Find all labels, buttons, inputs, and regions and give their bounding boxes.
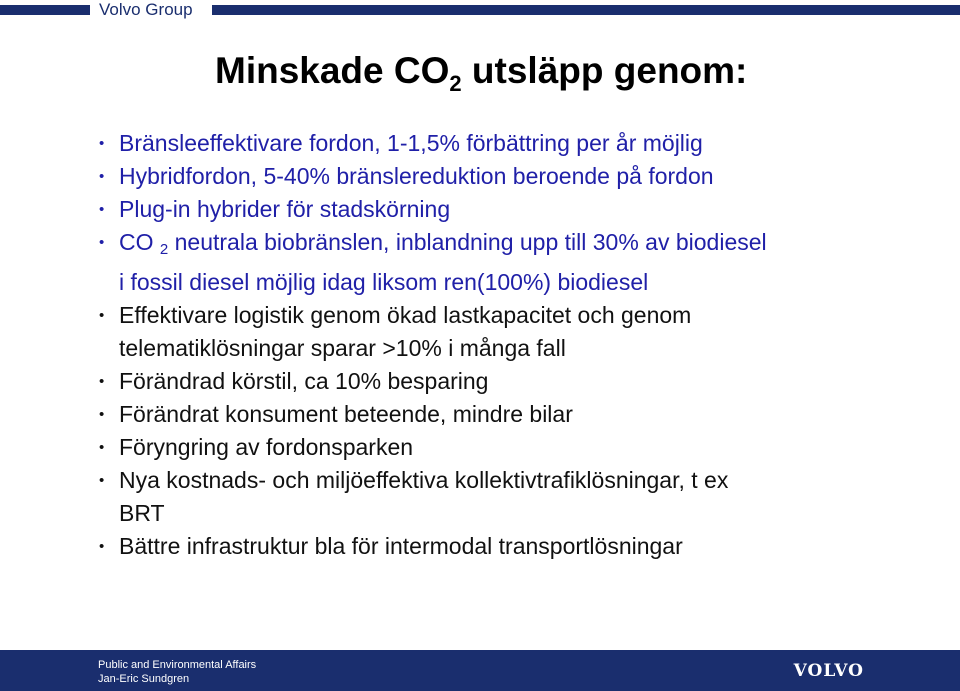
- header-bar-left: [0, 5, 90, 15]
- bullet-item: [97, 464, 917, 530]
- bullet-item: [97, 365, 917, 398]
- bullet-text: Bättre infrastruktur bla för intermodal transportlösningar: [119, 533, 683, 559]
- bullet-item: [97, 127, 917, 160]
- bullet-dot-icon: •: [99, 307, 105, 324]
- bullet-text: Effektivare logistik genom ökad lastkapacitet och genom: [119, 302, 692, 328]
- bullet-text: Föryngring av fordonsparken: [119, 434, 414, 460]
- bullet-text-line2: BRT: [119, 500, 165, 526]
- header-brand: Volvo Group: [99, 0, 193, 19]
- bullet-text: Nya kostnads- och miljöeffektiva kollektivtrafiklösningar, t ex: [119, 467, 729, 493]
- bullet-item: [97, 226, 917, 299]
- bullet-dot-icon: •: [99, 135, 105, 152]
- bullet-text-line2: i fossil diesel möjlig idag liksom ren(100%) biodiesel: [119, 269, 649, 295]
- bullet-subscript: 2: [159, 241, 169, 258]
- bullet-text-rest: neutrala biobränslen, inblandning upp till 30% av biodiesel: [168, 229, 767, 255]
- bullet-item: [97, 160, 917, 193]
- bullet-item: [97, 398, 917, 431]
- footer-author: Jan-Eric Sundgren: [98, 673, 190, 685]
- footer-department: Public and Environmental Affairs: [98, 659, 257, 671]
- bullet-list: [97, 127, 917, 563]
- bullet-dot-icon: •: [99, 201, 105, 218]
- bullet-item: [97, 431, 917, 464]
- bullet-text: Bränsleeffektivare fordon, 1-1,5% förbättring per år möjlig: [119, 130, 703, 156]
- bullet-text: Förändrat konsument beteende, mindre bilar: [119, 401, 573, 427]
- bullet-text: Plug-in hybrider för stadskörning: [119, 196, 451, 222]
- volvo-logo: VOLVO: [793, 661, 864, 681]
- bullet-dot-icon: •: [99, 168, 105, 185]
- footer-bar: [0, 650, 960, 691]
- bullet-dot-icon: •: [99, 472, 105, 489]
- bullet-dot-icon: •: [99, 538, 105, 555]
- title-text: Minskade CO: [215, 50, 450, 91]
- bullet-item: [97, 530, 917, 563]
- bullet-item: [97, 193, 917, 226]
- title-text-end: utsläpp genom:: [461, 50, 748, 91]
- bullet-text: Förändrad körstil, ca 10% besparing: [119, 368, 489, 394]
- bullet-dot-icon: •: [99, 439, 105, 456]
- bullet-item: [97, 299, 917, 365]
- title-subscript: 2: [449, 71, 462, 96]
- bullet-dot-icon: •: [99, 406, 105, 423]
- bullet-text: Hybridfordon, 5-40% bränslereduktion beroende på fordon: [119, 163, 714, 189]
- bullet-dot-icon: •: [99, 373, 105, 390]
- header-bar-right: [212, 5, 960, 15]
- bullet-text-line2: telematiklösningar sparar >10% i många fall: [119, 335, 566, 361]
- bullet-text-co: CO: [119, 229, 154, 255]
- bullet-dot-icon: •: [99, 234, 105, 251]
- bullet-text: [119, 229, 767, 258]
- slide-title: [215, 50, 747, 97]
